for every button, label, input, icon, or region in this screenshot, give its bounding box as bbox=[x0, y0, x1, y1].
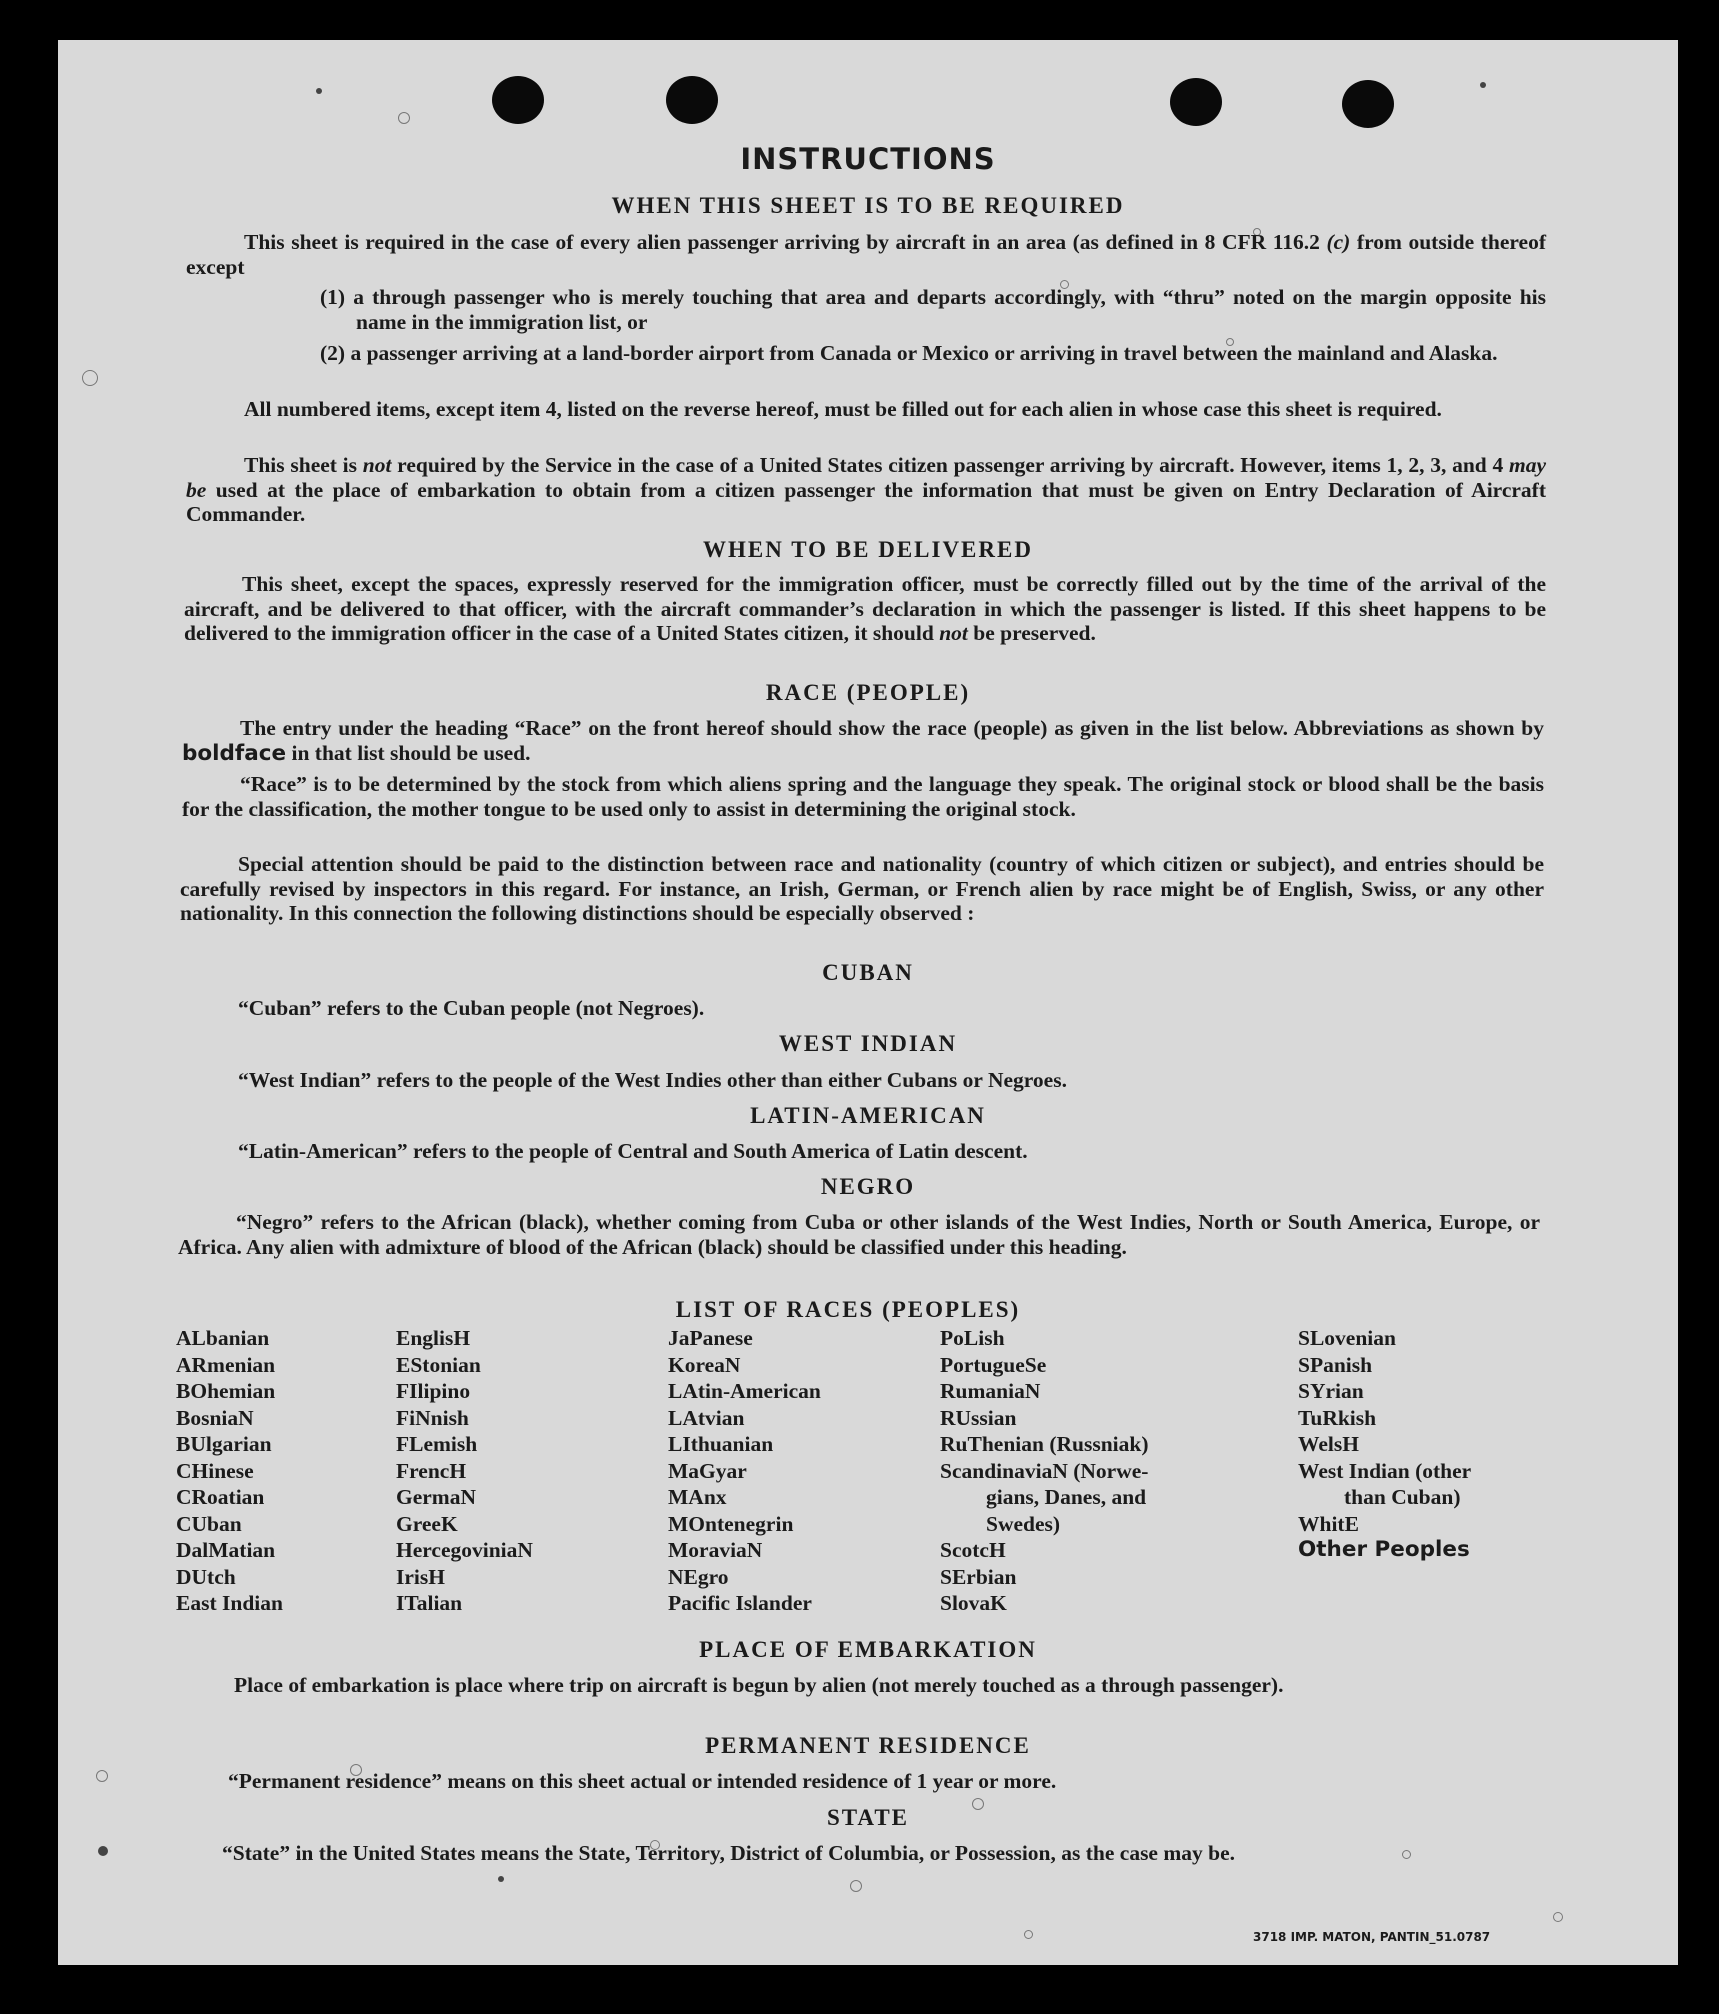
heading-state: STATE bbox=[826, 1805, 909, 1830]
race-entry: LIthuanian bbox=[668, 1432, 774, 1456]
race-entry: Pacific Islander bbox=[668, 1591, 812, 1615]
race-entry: Swedes) bbox=[986, 1511, 1061, 1536]
race-entry: KoreaN bbox=[668, 1352, 741, 1377]
definition-negro: “Negro” refers to the African (black), whether coming from Cuba or other islands of the West Indies, North or South America, Europe, or Africa. Any alien with admixture of blood of the African (black) should be classified under this heading. bbox=[178, 1210, 1540, 1259]
race-entry: FiNnish bbox=[396, 1405, 469, 1430]
race-entry: RuThenian (Russniak) bbox=[940, 1432, 1149, 1456]
race-entry: LAtvian bbox=[668, 1405, 745, 1430]
paragraph-citizen: This sheet is not required by the Service in the case of a United States citizen passenger arriving by aircraft. However, items 1, 2, 3, and 4 may be used at the place of embarkation to obtain from a citizen passenger the information that must be given on Entry Declaration of Aircraft Commander. bbox=[186, 453, 1546, 526]
paragraph-race-entry: The entry under the heading “Race” on the front hereof should show the race (people) as given in the list below. Abbreviations as shown by boldface in that list should be used. bbox=[182, 716, 1544, 766]
race-entry: EnglisH bbox=[396, 1326, 471, 1350]
punch-hole bbox=[492, 76, 544, 124]
race-entry: LAtin-American bbox=[668, 1379, 821, 1403]
definition-permanent-residence: “Permanent residence” means on this sheet actual or intended residence of 1 year or more. bbox=[228, 1769, 1057, 1793]
race-entry: PoLish bbox=[940, 1326, 1005, 1350]
races-column-3 bbox=[668, 1325, 918, 1617]
race-entry: SlovaK bbox=[940, 1591, 1007, 1615]
race-entry: BOhemian bbox=[176, 1379, 276, 1403]
heading-negro: NEGRO bbox=[820, 1174, 916, 1199]
paper-speck bbox=[316, 88, 322, 94]
punch-hole bbox=[1342, 80, 1394, 128]
race-entry: NEgro bbox=[668, 1564, 729, 1589]
race-entry: MoraviaN bbox=[668, 1538, 763, 1562]
races-column-5 bbox=[1298, 1325, 1558, 1564]
definition-cuban: “Cuban” refers to the Cuban people (not Negroes). bbox=[238, 996, 705, 1020]
punch-hole bbox=[666, 76, 718, 124]
race-entry: RUssian bbox=[940, 1405, 1017, 1430]
paragraph-numbered-items: All numbered items, except item 4, listed on the reverse hereof, must be filled out for each alien in whose case this sheet is required. bbox=[244, 397, 1442, 421]
paper-speck bbox=[398, 112, 410, 124]
race-entry: JaPanese bbox=[668, 1326, 753, 1350]
race-entry: GreeK bbox=[396, 1511, 458, 1536]
race-entry: ALbanian bbox=[176, 1326, 270, 1350]
race-entry: MOntenegrin bbox=[668, 1511, 794, 1536]
race-entry: BUlgarian bbox=[176, 1432, 272, 1456]
race-entry: RumaniaN bbox=[940, 1379, 1041, 1403]
race-entry: SYrian bbox=[1298, 1379, 1364, 1403]
definition-west-indian: “West Indian” refers to the people of the West Indies other than either Cubans or Negroes. bbox=[238, 1068, 1067, 1092]
race-entry: Other Peoples bbox=[1298, 1537, 1470, 1562]
heading-permanent-residence: PERMANENT RESIDENCE bbox=[705, 1733, 1031, 1758]
paper-speck bbox=[98, 1846, 108, 1856]
race-entry: PortugueSe bbox=[940, 1352, 1047, 1377]
heading-when-required: WHEN THIS SHEET IS TO BE REQUIRED bbox=[611, 193, 1125, 218]
race-entry: MaGyar bbox=[668, 1458, 747, 1483]
race-entry: IrisH bbox=[396, 1564, 445, 1589]
heading-when-delivered: WHEN TO BE DELIVERED bbox=[703, 537, 1033, 562]
paper-speck bbox=[82, 370, 98, 386]
race-entry: CHinese bbox=[176, 1458, 254, 1483]
race-entry: EStonian bbox=[396, 1352, 481, 1377]
race-entry: TuRkish bbox=[1298, 1405, 1377, 1430]
race-entry: FrencH bbox=[396, 1458, 467, 1483]
race-entry: FLemish bbox=[396, 1432, 478, 1456]
race-entry: BosniaN bbox=[176, 1405, 254, 1430]
race-entry: West Indian (other bbox=[1298, 1458, 1472, 1483]
race-entry: GermaN bbox=[396, 1485, 476, 1509]
race-entry: CRoatian bbox=[176, 1485, 265, 1509]
paper-speck bbox=[1480, 82, 1486, 88]
printer-imprint: 3718 IMP. MATON, PANTIN_51.0787 bbox=[1253, 1930, 1491, 1944]
race-entry: gians, Danes, and bbox=[986, 1485, 1147, 1509]
heading-cuban: CUBAN bbox=[822, 960, 914, 985]
race-entry: ARmenian bbox=[176, 1352, 276, 1377]
race-entry: than Cuban) bbox=[1344, 1485, 1461, 1509]
exception-item-1: (1) a through passenger who is merely touching that area and departs accordingly, with “thru” noted on the margin opposite his name in the immigration list, or bbox=[320, 285, 1546, 334]
race-entry: SErbian bbox=[940, 1564, 1017, 1589]
instruction-sheet bbox=[58, 40, 1678, 1965]
race-entry: DUtch bbox=[176, 1564, 236, 1589]
race-entry: WhitE bbox=[1298, 1511, 1359, 1536]
paper-speck bbox=[1024, 1930, 1033, 1939]
race-entry: SLovenian bbox=[1298, 1326, 1396, 1350]
paper-speck bbox=[850, 1880, 862, 1892]
heading-west-indian: WEST INDIAN bbox=[778, 1031, 958, 1056]
race-entry: ScandinaviaN (Norwe- bbox=[940, 1458, 1149, 1483]
race-entry: ITalian bbox=[396, 1591, 463, 1615]
heading-embarkation: PLACE OF EMBARKATION bbox=[699, 1637, 1037, 1662]
paragraph-delivered: This sheet, except the spaces, expressly reserved for the immigration officer, must be correctly filled out by the time of the arrival of the aircraft, and be delivered to that officer, with the aircraft commander’s declaration in which the passenger is listed. If this sheet happens to be delivered to the immigration officer in the case of a United States citizen, it should not be preserved. bbox=[184, 572, 1546, 645]
paper-speck bbox=[1553, 1912, 1563, 1922]
race-entry: East Indian bbox=[176, 1591, 283, 1615]
paragraph-required: This sheet is required in the case of every alien passenger arriving by aircraft in an area (as defined in 8 CFR 116.2 (c) from outside thereof except bbox=[186, 230, 1546, 279]
race-entry: MAnx bbox=[668, 1485, 727, 1509]
races-column-1 bbox=[176, 1325, 376, 1617]
race-entry: DalMatian bbox=[176, 1538, 276, 1562]
punch-hole bbox=[1170, 78, 1222, 126]
race-entry: WelsH bbox=[1298, 1432, 1359, 1456]
race-entry: SPanish bbox=[1298, 1352, 1373, 1377]
definition-latin-american: “Latin-American” refers to the people of Central and South America of Latin descent. bbox=[238, 1139, 1028, 1163]
race-entry: HercegoviniaN bbox=[396, 1538, 533, 1562]
exception-item-2: (2) a passenger arriving at a land-border airport from Canada or Mexico or arriving in travel between the mainland and Alaska. bbox=[320, 341, 1498, 365]
paper-speck bbox=[498, 1876, 504, 1882]
races-column-4 bbox=[940, 1325, 1240, 1617]
definition-state: “State” in the United States means the State, Territory, District of Columbia, or Possession, as the case may be. bbox=[222, 1841, 1236, 1865]
races-column-2 bbox=[396, 1325, 626, 1617]
paragraph-race-nationality: Special attention should be paid to the distinction between race and nationality (country of which citizen or subject), and entries should be carefully revised by inspectors in this regard. For instance, an Irish, German, or French alien by race might be of English, Swiss, or any other nationality. In this connection the following distinctions should be especially observed : bbox=[180, 852, 1544, 925]
definition-embarkation: Place of embarkation is place where trip on aircraft is begun by alien (not merely touched as a through passenger). bbox=[234, 1673, 1284, 1697]
page-title: INSTRUCTIONS bbox=[740, 142, 996, 176]
race-entry: CUban bbox=[176, 1511, 242, 1536]
heading-latin-american: LATIN-AMERICAN bbox=[750, 1103, 986, 1128]
heading-list-of-races: LIST OF RACES (PEOPLES) bbox=[675, 1297, 1021, 1322]
heading-race: RACE (PEOPLE) bbox=[765, 680, 971, 705]
race-entry: ScotcH bbox=[940, 1538, 1006, 1562]
race-entry: FIlipino bbox=[396, 1379, 471, 1403]
paragraph-race-stock: “Race” is to be determined by the stock from which aliens spring and the language they speak. The original stock or blood shall be the basis for the classification, the mother tongue to be used only to assist in determining the original stock. bbox=[182, 772, 1544, 821]
paper-speck bbox=[96, 1770, 108, 1782]
